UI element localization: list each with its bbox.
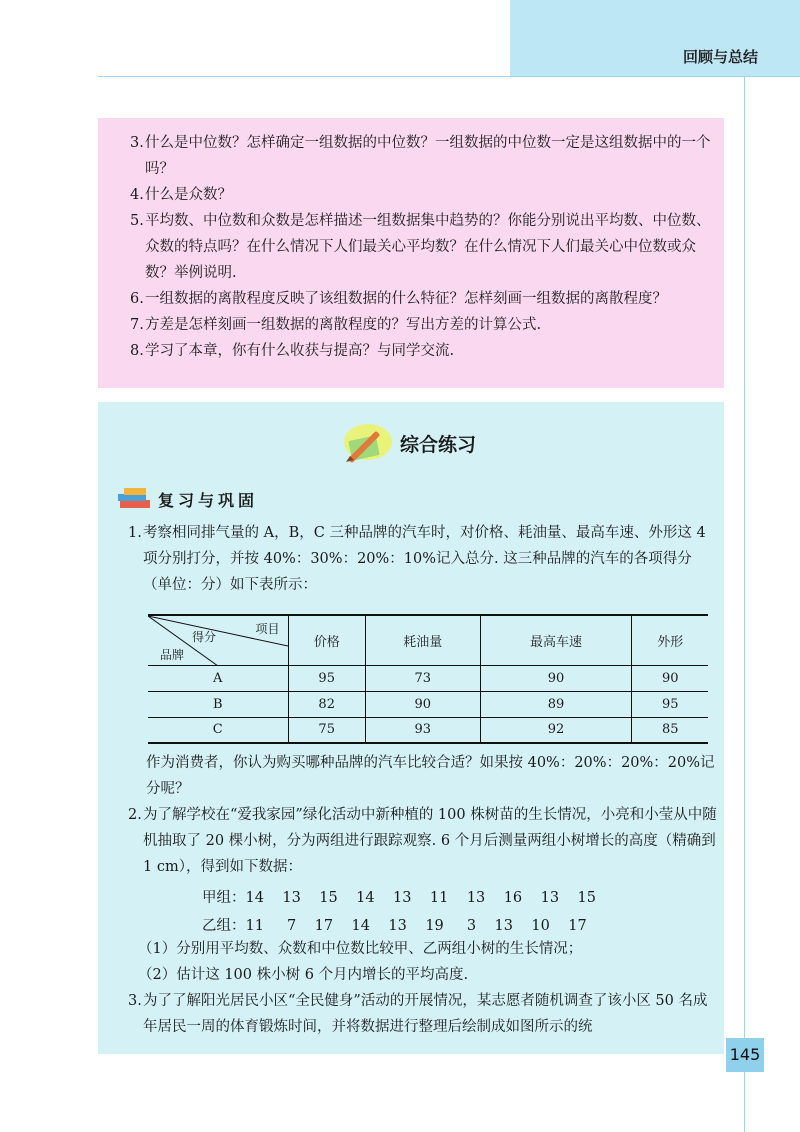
pencil-book-icon: [336, 414, 396, 468]
table-row: A 95 73 90 90: [148, 665, 708, 691]
header-tab: [510, 0, 800, 76]
corner-label-item: 项目: [255, 622, 280, 636]
table-corner-cell: [148, 615, 288, 665]
review-questions-box: [98, 118, 724, 388]
corner-label-score: 得分: [192, 630, 217, 644]
column-header: 外形: [632, 615, 708, 665]
column-header: 耗油量: [365, 615, 480, 665]
side-divider: [744, 76, 745, 1132]
review-question: 6. 一组数据的离散程度反映了该组数据的什么特征？怎样刻画一组数据的离散程度？: [130, 291, 667, 307]
page-number: 145: [726, 1038, 764, 1072]
practice-title: 综合练习: [400, 434, 477, 456]
problem-3: 3. 为了了解阳光居民小区“全民健身”活动的开展情况，某志愿者随机调查了该小区 50 名成年居民一周的体育锻炼时间，并将数据进行整理后绘制成如图所示的统: [128, 993, 708, 1035]
column-header: 最高车速: [480, 615, 632, 665]
books-icon: [114, 486, 154, 512]
review-question: 3. 什么是中位数？怎样确定一组数据的中位数？一组数据的中位数一定是这组数据中的一个吗？: [130, 135, 711, 177]
header-divider: [98, 76, 800, 77]
review-question: 7. 方差是怎样刻画一组数据的离散程度的？写出方差的计算公式.: [130, 317, 542, 333]
problem-2: 2. 为了解学校在“爱我家园”绿化活动中新种植的 100 株树苗的生长情况，小亮和小莹从中随机抽取了 20 棵小树，分为两组进行跟踪观察. 6 个月后测量两组小树增长的高度（精确到 1 cm），得到如下数据：: [128, 807, 717, 875]
table-row: B 82 90 89 95: [148, 691, 708, 717]
sub-question-1: （1）分别用平均数、众数和中位数比较甲、乙两组小树的生长情况；: [138, 941, 583, 957]
corner-label-brand: 品牌: [160, 648, 185, 662]
group-a-data: 甲组：14 13 15 14 13 11 13 16 13 15: [202, 890, 596, 906]
group-b-data: 乙组：11 7 17 14 13 19 3 13 10 17: [202, 918, 587, 934]
sub-question-2: （2）估计这 100 株小树 6 个月内增长的平均高度.: [138, 967, 469, 983]
table-row: C 75 93 92 85: [148, 717, 708, 743]
review-question: 4. 什么是众数？: [130, 187, 232, 203]
practice-box: [98, 402, 724, 1054]
scores-table: [148, 614, 708, 744]
section-heading: 复习与巩固: [158, 491, 259, 510]
problem-1: 1. 考察相同排气量的 A，B，C 三种品牌的汽车时，对价格、耗油量、最高车速、外形这 4 项分别打分，并按 40%：30%：20%：10%记入总分. 这三种品牌的汽车的各项得分（单位：分）如下表所示：: [128, 525, 706, 593]
problem-1-follow-up: 作为消费者，你认为购买哪种品牌的汽车比较合适？如果按 40%：20%：20%：20%记分呢？: [146, 755, 715, 797]
review-question: 8. 学习了本章，你有什么收获与提高？与同学交流.: [130, 343, 455, 359]
review-question: 5. 平均数、中位数和众数是怎样描述一组数据集中趋势的？你能分别说出平均数、中位数、众数的特点吗？在什么情况下人们最关心平均数？在什么情况下人们最关心中位数或众数？举例说明.: [130, 213, 711, 281]
page-header-title: 回顾与总结: [682, 48, 758, 66]
column-header: 价格: [288, 615, 365, 665]
